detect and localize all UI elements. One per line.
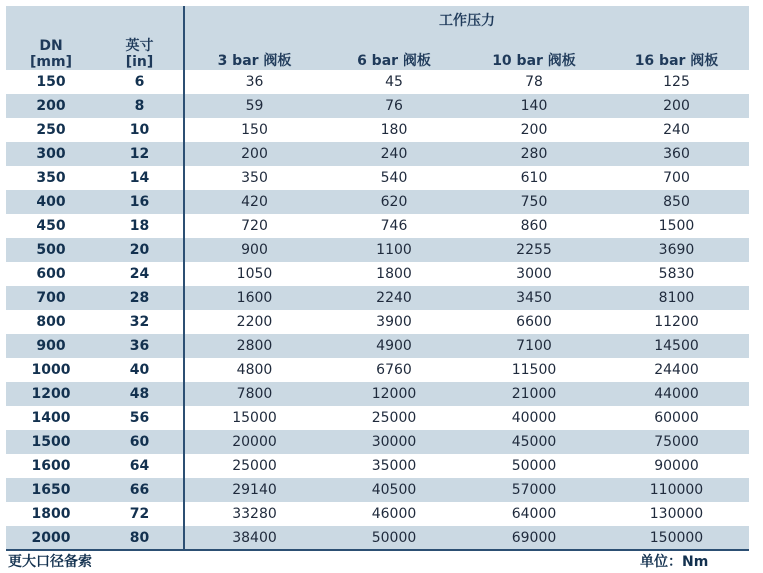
dn-cell: 250 — [6, 118, 96, 142]
table-row — [6, 382, 749, 406]
inch-header — [96, 6, 184, 70]
torque-cell: 78 — [464, 70, 604, 94]
torque-cell: 50000 — [464, 454, 604, 478]
inch-cell: 14 — [96, 166, 184, 190]
dn-cell: 400 — [6, 190, 96, 214]
table-row — [6, 190, 749, 214]
inch-cell: 6 — [96, 70, 184, 94]
torque-cell: 35000 — [324, 454, 464, 478]
torque-cell: 150000 — [604, 526, 749, 550]
dn-cell: 450 — [6, 214, 96, 238]
inch-cell: 36 — [96, 334, 184, 358]
torque-cell: 45 — [324, 70, 464, 94]
dn-cell: 600 — [6, 262, 96, 286]
torque-cell: 4800 — [184, 358, 324, 382]
torque-cell: 240 — [604, 118, 749, 142]
table-row — [6, 94, 749, 118]
unit-note: 单位：Nm — [640, 554, 709, 570]
inch-cell: 32 — [96, 310, 184, 334]
dn-cell: 1000 — [6, 358, 96, 382]
torque-cell: 280 — [464, 142, 604, 166]
inch-cell: 56 — [96, 406, 184, 430]
table-row — [6, 262, 749, 286]
dn-cell: 1600 — [6, 454, 96, 478]
torque-cell: 240 — [324, 142, 464, 166]
torque-cell: 8100 — [604, 286, 749, 310]
dn-cell: 1800 — [6, 502, 96, 526]
torque-cell: 38400 — [184, 526, 324, 550]
torque-cell: 180 — [324, 118, 464, 142]
inch-cell: 48 — [96, 382, 184, 406]
dn-cell: 1650 — [6, 478, 96, 502]
inch-cell: 40 — [96, 358, 184, 382]
dn-header — [6, 6, 96, 70]
inch-cell: 24 — [96, 262, 184, 286]
torque-cell: 7800 — [184, 382, 324, 406]
torque-cell: 1600 — [184, 286, 324, 310]
torque-cell: 1800 — [324, 262, 464, 286]
torque-cell: 130000 — [604, 502, 749, 526]
torque-cell: 40500 — [324, 478, 464, 502]
table-row — [6, 358, 749, 382]
torque-cell: 29140 — [184, 478, 324, 502]
larger-sizes-note: 更大口径备索 — [8, 554, 92, 570]
dn-cell: 700 — [6, 286, 96, 310]
torque-cell: 110000 — [604, 478, 749, 502]
inch-cell: 72 — [96, 502, 184, 526]
inch-cell: 16 — [96, 190, 184, 214]
torque-cell: 3900 — [324, 310, 464, 334]
inch-cell: 18 — [96, 214, 184, 238]
dn-cell: 1500 — [6, 430, 96, 454]
torque-cell: 50000 — [324, 526, 464, 550]
dn-cell: 1400 — [6, 406, 96, 430]
torque-cell: 30000 — [324, 430, 464, 454]
table-row — [6, 214, 749, 238]
torque-cell: 44000 — [604, 382, 749, 406]
torque-cell: 20000 — [184, 430, 324, 454]
torque-cell: 1500 — [604, 214, 749, 238]
torque-cell: 69000 — [464, 526, 604, 550]
torque-cell: 40000 — [464, 406, 604, 430]
inch-cell: 60 — [96, 430, 184, 454]
torque-cell: 610 — [464, 166, 604, 190]
torque-cell: 125 — [604, 70, 749, 94]
torque-cell: 150 — [184, 118, 324, 142]
dn-label: DN — [39, 38, 63, 54]
torque-cell: 620 — [324, 190, 464, 214]
torque-cell: 36 — [184, 70, 324, 94]
inch-label: 英寸 — [125, 38, 154, 54]
inch-cell: 66 — [96, 478, 184, 502]
table-row — [6, 142, 749, 166]
dn-cell: 500 — [6, 238, 96, 262]
torque-cell: 76 — [324, 94, 464, 118]
torque-cell: 64000 — [464, 502, 604, 526]
table-body — [6, 70, 749, 550]
torque-cell: 360 — [604, 142, 749, 166]
dn-cell: 2000 — [6, 526, 96, 550]
inch-cell: 20 — [96, 238, 184, 262]
table-row — [6, 406, 749, 430]
torque-cell: 540 — [324, 166, 464, 190]
torque-cell: 57000 — [464, 478, 604, 502]
torque-cell: 14500 — [604, 334, 749, 358]
torque-cell: 3000 — [464, 262, 604, 286]
table-row — [6, 454, 749, 478]
torque-cell: 33280 — [184, 502, 324, 526]
pressure-title: 工作压力 — [184, 6, 749, 34]
torque-cell: 4900 — [324, 334, 464, 358]
column-header-6bar: 6 bar 阀板 — [324, 34, 464, 70]
torque-cell: 350 — [184, 166, 324, 190]
torque-cell: 5830 — [604, 262, 749, 286]
torque-cell: 2240 — [324, 286, 464, 310]
torque-cell: 420 — [184, 190, 324, 214]
torque-cell: 1100 — [324, 238, 464, 262]
torque-cell: 900 — [184, 238, 324, 262]
torque-cell: 15000 — [184, 406, 324, 430]
torque-cell: 6600 — [464, 310, 604, 334]
inch-cell: 64 — [96, 454, 184, 478]
dn-cell: 350 — [6, 166, 96, 190]
column-header-3bar: 3 bar 阀板 — [184, 34, 324, 70]
dn-unit: [mm] — [30, 54, 72, 70]
torque-cell: 21000 — [464, 382, 604, 406]
torque-cell: 1050 — [184, 262, 324, 286]
torque-cell: 11500 — [464, 358, 604, 382]
inch-cell: 80 — [96, 526, 184, 550]
dn-cell: 1200 — [6, 382, 96, 406]
torque-cell: 750 — [464, 190, 604, 214]
dn-cell: 900 — [6, 334, 96, 358]
table-row — [6, 238, 749, 262]
torque-cell: 24400 — [604, 358, 749, 382]
torque-cell: 200 — [604, 94, 749, 118]
torque-cell: 7100 — [464, 334, 604, 358]
table-row — [6, 70, 749, 94]
torque-cell: 60000 — [604, 406, 749, 430]
torque-cell: 45000 — [464, 430, 604, 454]
table-row — [6, 118, 749, 142]
torque-table — [6, 6, 749, 551]
torque-cell: 25000 — [324, 406, 464, 430]
dn-cell: 800 — [6, 310, 96, 334]
torque-cell: 140 — [464, 94, 604, 118]
torque-cell: 2255 — [464, 238, 604, 262]
table-row — [6, 334, 749, 358]
torque-cell: 200 — [464, 118, 604, 142]
torque-cell: 720 — [184, 214, 324, 238]
inch-cell: 12 — [96, 142, 184, 166]
torque-cell: 2800 — [184, 334, 324, 358]
table-row — [6, 502, 749, 526]
torque-cell: 75000 — [604, 430, 749, 454]
table-row — [6, 478, 749, 502]
torque-cell: 11200 — [604, 310, 749, 334]
inch-unit: [in] — [125, 54, 154, 70]
inch-cell: 8 — [96, 94, 184, 118]
torque-cell: 90000 — [604, 454, 749, 478]
torque-cell: 3450 — [464, 286, 604, 310]
inch-cell: 10 — [96, 118, 184, 142]
dn-cell: 300 — [6, 142, 96, 166]
torque-cell: 2200 — [184, 310, 324, 334]
torque-cell: 850 — [604, 190, 749, 214]
torque-cell: 59 — [184, 94, 324, 118]
column-header-16bar: 16 bar 阀板 — [604, 34, 749, 70]
column-header-10bar: 10 bar 阀板 — [464, 34, 604, 70]
torque-cell: 746 — [324, 214, 464, 238]
table-row — [6, 430, 749, 454]
dn-cell: 150 — [6, 70, 96, 94]
table-row — [6, 286, 749, 310]
torque-cell: 200 — [184, 142, 324, 166]
torque-cell: 6760 — [324, 358, 464, 382]
table-row — [6, 166, 749, 190]
torque-cell: 25000 — [184, 454, 324, 478]
dn-cell: 200 — [6, 94, 96, 118]
inch-cell: 28 — [96, 286, 184, 310]
torque-cell: 3690 — [604, 238, 749, 262]
torque-cell: 12000 — [324, 382, 464, 406]
table-row — [6, 526, 749, 550]
torque-cell: 700 — [604, 166, 749, 190]
table-row — [6, 310, 749, 334]
torque-cell: 860 — [464, 214, 604, 238]
torque-cell: 46000 — [324, 502, 464, 526]
